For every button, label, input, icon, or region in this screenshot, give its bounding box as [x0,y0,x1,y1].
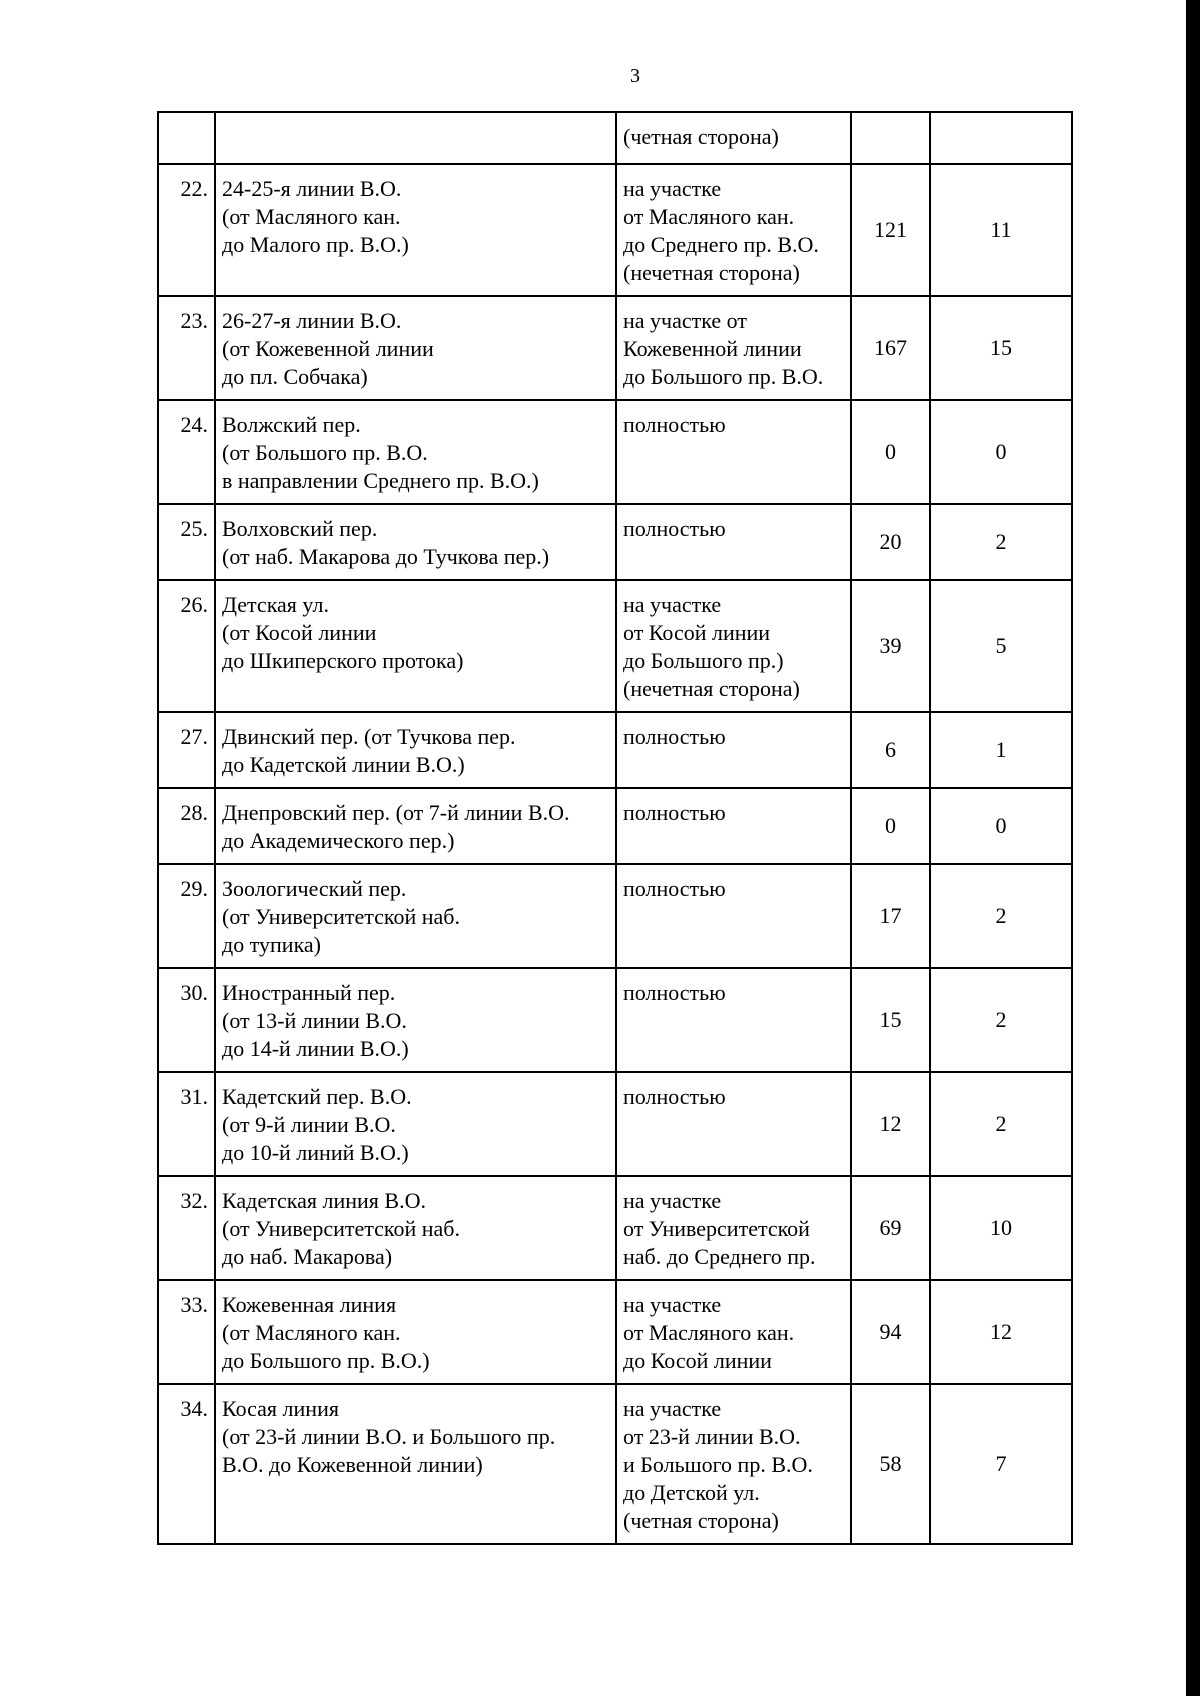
street-section: на участке от Косой линии до Большого пр.) (нечетная сторона) [616,580,851,712]
extra-value: 2 [930,504,1072,580]
count-value: 69 [851,1176,930,1280]
extra-value: 7 [930,1384,1072,1544]
street-name: Двинский пер. (от Тучкова пер. до Кадетской линии В.О.) [215,712,616,788]
street-name: Кожевенная линия (от Масляного кан. до Большого пр. В.О.) [215,1280,616,1384]
extra-value: 11 [930,164,1072,296]
extra-value: 1 [930,712,1072,788]
street-section: полностью [616,968,851,1072]
extra-value: 0 [930,400,1072,504]
table-row [158,1176,1072,1280]
street-name: Волховский пер. (от наб. Макарова до Тучкова пер.) [215,504,616,580]
row-number: 25. [158,504,215,580]
row-number: 22. [158,164,215,296]
table-row [158,712,1072,788]
row-number: 31. [158,1072,215,1176]
count-value: 17 [851,864,930,968]
street-name: Иностранный пер. (от 13-й линии В.О. до 14-й линии В.О.) [215,968,616,1072]
extra-value [930,112,1072,164]
table-row [158,504,1072,580]
table-row [158,1384,1072,1544]
street-section: полностью [616,788,851,864]
table-row [158,1280,1072,1384]
street-section: на участке от Кожевенной линии до Большого пр. В.О. [616,296,851,400]
street-name: Кадетский пер. В.О. (от 9-й линии В.О. до 10-й линий В.О.) [215,1072,616,1176]
street-name: Косая линия (от 23-й линии В.О. и Большого пр. В.О. до Кожевенной линии) [215,1384,616,1544]
table-row [158,864,1072,968]
row-number: 32. [158,1176,215,1280]
extra-value: 2 [930,864,1072,968]
extra-value: 10 [930,1176,1072,1280]
row-number: 24. [158,400,215,504]
street-section: на участке от 23-й линии В.О. и Большого пр. В.О. до Детской ул. (четная сторона) [616,1384,851,1544]
streets-table-body [158,112,1072,1544]
row-number: 34. [158,1384,215,1544]
row-number: 26. [158,580,215,712]
street-name: Кадетская линия В.О. (от Университетской наб. до наб. Макарова) [215,1176,616,1280]
street-name: Днепровский пер. (от 7-й линии В.О. до Академического пер.) [215,788,616,864]
extra-value: 5 [930,580,1072,712]
street-section: полностью [616,400,851,504]
table-row [158,788,1072,864]
street-section: полностью [616,864,851,968]
page-number: 3 [630,65,640,87]
count-value: 0 [851,400,930,504]
row-number: 30. [158,968,215,1072]
count-value: 94 [851,1280,930,1384]
table-row [158,968,1072,1072]
count-value: 6 [851,712,930,788]
extra-value: 15 [930,296,1072,400]
street-name: 26-27-я линии В.О. (от Кожевенной линии до пл. Собчака) [215,296,616,400]
table-row [158,296,1072,400]
count-value: 58 [851,1384,930,1544]
table-row [158,400,1072,504]
street-section: полностью [616,504,851,580]
street-section: полностью [616,1072,851,1176]
street-section: полностью [616,712,851,788]
count-value: 167 [851,296,930,400]
count-value: 0 [851,788,930,864]
street-section: на участке от Масляного кан. до Среднего пр. В.О. (нечетная сторона) [616,164,851,296]
street-name [215,112,616,164]
row-number: 23. [158,296,215,400]
count-value: 15 [851,968,930,1072]
extra-value: 2 [930,1072,1072,1176]
count-value [851,112,930,164]
street-section: на участке от Университетской наб. до Среднего пр. [616,1176,851,1280]
count-value: 39 [851,580,930,712]
street-name: Волжский пер. (от Большого пр. В.О. в направлении Среднего пр. В.О.) [215,400,616,504]
street-section: на участке от Масляного кан. до Косой линии [616,1280,851,1384]
extra-value: 0 [930,788,1072,864]
table-row [158,1072,1072,1176]
count-value: 121 [851,164,930,296]
street-name: Детская ул. (от Косой линии до Шкиперского протока) [215,580,616,712]
row-number: 28. [158,788,215,864]
extra-value: 12 [930,1280,1072,1384]
row-number [158,112,215,164]
streets-table [157,111,1073,1545]
table-row [158,580,1072,712]
count-value: 12 [851,1072,930,1176]
street-name: Зоологический пер. (от Университетской наб. до тупика) [215,864,616,968]
count-value: 20 [851,504,930,580]
row-number: 29. [158,864,215,968]
street-section: (четная сторона) [616,112,851,164]
street-name: 24-25-я линии В.О. (от Масляного кан. до Малого пр. В.О.) [215,164,616,296]
row-number: 33. [158,1280,215,1384]
extra-value: 2 [930,968,1072,1072]
table-row [158,112,1072,164]
table-row [158,164,1072,296]
row-number: 27. [158,712,215,788]
scan-edge [1186,0,1200,1696]
